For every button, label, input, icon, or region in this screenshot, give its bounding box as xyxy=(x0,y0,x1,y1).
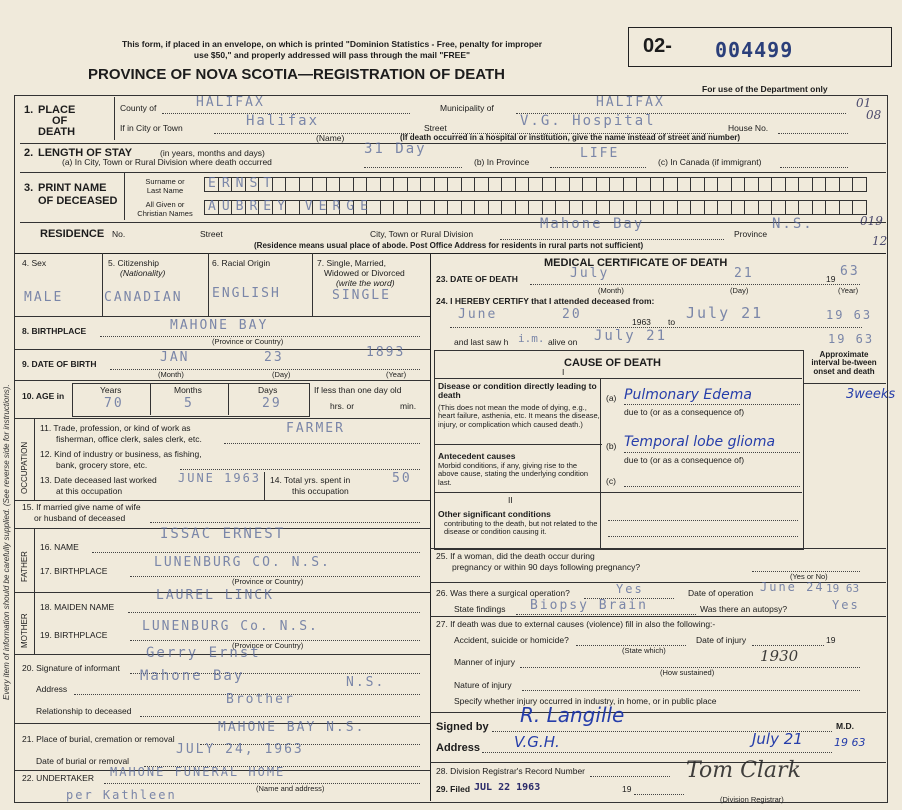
given-label-2: Christian Names xyxy=(137,209,193,218)
city-value[interactable]: Halifax xyxy=(246,113,320,129)
sex-label: 4. Sex xyxy=(22,258,47,268)
mother-birthplace-sublabel: (Province or Country) xyxy=(232,641,304,650)
birthplace-sublabel: (Province or Country) xyxy=(212,337,284,346)
q11-line xyxy=(224,443,420,444)
cause-col-divider xyxy=(600,378,601,548)
surname-grid[interactable] xyxy=(204,177,867,192)
age-hrs-label: hrs. or xyxy=(330,401,355,411)
citizenship-label-2: (Nationality) xyxy=(120,268,166,278)
department-use-label: For use of the Department only xyxy=(702,84,828,94)
stay-units: (in years, months and days) xyxy=(160,148,265,158)
stay-c-line xyxy=(780,167,848,168)
mother-birthplace-value[interactable]: LUNENBURG Co. N.S. xyxy=(142,619,319,634)
occupation-side-label: OCCUPATION xyxy=(20,441,29,494)
dob-year-sublabel: (Year) xyxy=(386,370,407,379)
stay-a-label: (a) In City, Town or Rural Division where death occurred xyxy=(62,157,272,167)
other-line-1 xyxy=(608,520,798,521)
q25-label: 25. If a woman, did the death occur during xyxy=(436,551,595,561)
q26-date-value[interactable]: June 24 xyxy=(760,580,825,594)
sig-address-label: Address xyxy=(436,742,481,754)
place-label-3: DEATH xyxy=(38,126,76,138)
q24-last-saw-value[interactable]: i.m. xyxy=(518,332,545,345)
marital-value[interactable]: SINGLE xyxy=(332,288,391,303)
q24-label: 24. I HEREBY CERTIFY that I attended deceased from: xyxy=(436,296,655,306)
age-sep-2 xyxy=(228,383,229,415)
registrar-sublabel: (Division Registrar) xyxy=(720,795,784,804)
q23-year-sublabel: (Year) xyxy=(838,286,859,295)
q29-label: 29. Filed xyxy=(436,784,471,794)
county-value[interactable]: HALIFAX xyxy=(196,95,265,110)
header-notice-line1: This form, if placed in an envelope, on which is printed "Dominion Statistics - Free, penalty for improper xyxy=(121,39,543,49)
undertaker-value[interactable]: MAHONE FUNERAL HOME xyxy=(110,765,286,779)
filed-line xyxy=(634,794,684,795)
q24-alive-year[interactable]: 19 63 xyxy=(828,332,875,346)
q23-month-value[interactable]: July xyxy=(570,266,610,281)
burial-place-value[interactable]: MAHONE BAY N.S. xyxy=(218,720,366,735)
house-label: House No. xyxy=(728,123,769,133)
informant-relationship-line xyxy=(140,716,420,717)
burial-place-label: 21. Place of burial, cremation or removal xyxy=(22,734,175,744)
father-name-line xyxy=(92,552,420,553)
residence-label: RESIDENCE xyxy=(40,228,105,240)
dob-month-value[interactable]: JAN xyxy=(160,350,190,365)
signed-value[interactable]: R. Langille xyxy=(520,703,625,727)
stay-label: LENGTH OF STAY xyxy=(38,147,133,159)
age-months-value[interactable]: 5 xyxy=(184,396,194,411)
father-birthplace-value[interactable]: LUNENBURG CO. N.S. xyxy=(154,555,331,570)
cause-a-value[interactable]: Pulmonary Edema xyxy=(624,387,752,403)
q14-label-b: this occupation xyxy=(292,486,349,496)
col-sep-4 xyxy=(102,253,103,316)
burial-date-label: Date of burial or removal xyxy=(36,756,130,766)
q13-label: 13. Date deceased last worked xyxy=(40,475,157,485)
father-birthplace-sublabel: (Province or Country) xyxy=(232,577,304,586)
stay-b-value[interactable]: LIFE xyxy=(580,146,620,161)
side-instructions-text: Every item of information should be carefully supplied. (See reverse side for instructions). xyxy=(2,384,11,700)
cause-c-prefix: (c) xyxy=(606,476,616,486)
mother-maiden-label: 18. MAIDEN NAME xyxy=(40,602,115,612)
divider-28 xyxy=(430,762,886,763)
divider-27 xyxy=(430,616,886,617)
col-sep-6 xyxy=(312,253,313,316)
cause-c-line xyxy=(624,486,800,487)
q24-to-date[interactable]: July 21 xyxy=(686,304,764,322)
cause-b-line xyxy=(624,452,800,453)
findings-line xyxy=(516,614,696,615)
given-names-value: AUBREY VERGE xyxy=(208,199,374,214)
informant-sig-label: 20. Signature of informant xyxy=(22,663,120,673)
place-label-2: OF xyxy=(52,115,68,127)
cause-a-prefix: (a) xyxy=(606,393,617,403)
q11-value[interactable]: FARMER xyxy=(286,421,345,436)
dob-day-value[interactable]: 23 xyxy=(264,350,284,365)
q12-line xyxy=(180,469,420,470)
header-notice-line2: use $50," and properly addressed will pass through the mail "FREE" xyxy=(193,50,471,60)
roman-2: II xyxy=(508,495,513,505)
dob-year-value[interactable]: 1893 xyxy=(366,345,406,360)
mother-side-label: MOTHER xyxy=(20,613,29,648)
q28-line xyxy=(590,776,670,777)
q23-year-value[interactable]: 63 xyxy=(840,264,860,279)
interval-line xyxy=(804,383,886,384)
residence-city-value[interactable]: Mahone Bay xyxy=(540,216,645,232)
divider-3 xyxy=(20,172,886,173)
stay-a-line xyxy=(364,167,462,168)
q26-year-value[interactable]: 19 63 xyxy=(826,582,860,595)
q24-from-month[interactable]: June xyxy=(458,307,498,322)
divider-main xyxy=(14,253,886,254)
registration-number-box xyxy=(628,27,892,67)
age-years-label: Years xyxy=(100,385,122,395)
marital-label-3: (write the word) xyxy=(336,278,395,288)
manner-label: Manner of injury xyxy=(454,657,515,667)
marital-label-1: 7. Single, Married, xyxy=(317,258,386,268)
city-name-sublabel: (Name) xyxy=(316,133,345,143)
divider-signed xyxy=(430,712,886,713)
residence-code-1: 019 xyxy=(860,214,883,228)
due-to-1: due to (or as a consequence of) xyxy=(624,407,745,417)
street-label: Street xyxy=(424,123,447,133)
dob-label: 9. DATE OF BIRTH xyxy=(22,359,97,369)
q13-label-b: at this occupation xyxy=(56,486,123,496)
cause-row-3 xyxy=(434,492,802,493)
q24-alive-value[interactable]: July 21 xyxy=(594,328,668,344)
roman-1: I xyxy=(562,367,565,377)
sig-address-line xyxy=(482,752,832,753)
residence-province-label: Province xyxy=(734,229,768,239)
other-line-2 xyxy=(608,536,798,537)
marital-label-2: Widowed or Divorced xyxy=(324,268,405,278)
citizenship-value[interactable]: CANADIAN xyxy=(104,290,183,305)
divider-15 xyxy=(14,500,430,501)
age-lessday-label: If less than one day old xyxy=(314,385,402,395)
nature-label: Nature of injury xyxy=(454,680,512,690)
stay-b-label: (b) In Province xyxy=(474,157,530,167)
registrar-signature[interactable]: Tom Clark xyxy=(686,758,801,783)
sig-year-value[interactable]: 19 63 xyxy=(834,736,866,749)
q26-value[interactable]: Yes xyxy=(616,582,644,596)
q14-divider xyxy=(264,472,265,500)
findings-value[interactable]: Biopsy Brain xyxy=(530,598,648,613)
antecedent-note: Morbid conditions, if any, giving rise to the above cause, stating the underlying condition last. xyxy=(438,461,589,487)
informant-address-value[interactable]: Mahone Bay xyxy=(140,668,245,684)
cause-b-prefix: (b) xyxy=(606,441,617,451)
q24-from-day[interactable]: 20 xyxy=(562,307,582,322)
surname-label-2: Last Name xyxy=(146,186,184,195)
q26-label: 26. Was there a surgical operation? xyxy=(436,588,570,598)
q14-label: 14. Total yrs. spent in xyxy=(270,475,351,485)
stay-c-label: (c) In Canada (if immigrant) xyxy=(658,157,762,167)
father-name-value[interactable]: ISSAC ERNEST xyxy=(160,526,286,542)
occupation-side-divider xyxy=(34,418,35,500)
q12-label: 12. Kind of industry or business, as fishing, xyxy=(40,449,202,459)
injury-year-prefix: 19 xyxy=(826,635,836,645)
department-code-2: 08 xyxy=(866,108,882,122)
house-line xyxy=(778,133,848,134)
due-to-2: due to (or as a consequence of) xyxy=(624,455,745,465)
street-value[interactable]: V.G. Hospital xyxy=(520,113,656,129)
q23-year-prefix: 19 xyxy=(826,274,836,284)
state-which-sublabel: (State which) xyxy=(622,646,666,655)
name-num: 3. xyxy=(24,182,34,194)
nature-line xyxy=(522,690,860,691)
q28-label: 28. Division Registrar's Record Number xyxy=(436,766,586,776)
stay-a-value[interactable]: 31 Day xyxy=(364,141,427,157)
q23-line xyxy=(530,284,860,285)
father-side-divider xyxy=(34,528,35,592)
manner-sublabel: (How sustained) xyxy=(660,668,715,677)
place-note: (If death occurred in a hospital or institution, give the name instead of street and number) xyxy=(400,133,741,142)
injury-date-label: Date of injury xyxy=(696,635,747,645)
given-label-1: All Given or xyxy=(145,200,185,209)
residence-province-value[interactable]: N.S. xyxy=(772,216,814,232)
age-min-label: min. xyxy=(400,401,417,411)
q25-label-b: pregnancy or within 90 days following pregnancy? xyxy=(452,562,641,572)
surname-value: ERNST xyxy=(208,176,278,191)
age-days-value[interactable]: 29 xyxy=(262,396,282,411)
q13-value[interactable]: JUNE 1963 xyxy=(178,471,262,485)
undertaker-label: 22. UNDERTAKER xyxy=(22,773,94,783)
q24-alive-on: alive on xyxy=(548,337,578,347)
residence-no-label: No. xyxy=(112,229,126,239)
age-sep-1 xyxy=(150,383,151,415)
stay-num: 2. xyxy=(24,147,34,159)
father-name-label: 16. NAME xyxy=(40,542,79,552)
age-months-label: Months xyxy=(174,385,202,395)
informant-relationship-value[interactable]: Brother xyxy=(226,692,295,707)
q23-day-value[interactable]: 21 xyxy=(734,266,754,281)
q15-line xyxy=(150,522,420,523)
informant-sig-value[interactable]: Gerry Ernst xyxy=(146,645,261,661)
cause-row-2 xyxy=(434,444,602,445)
antecedent-label: Antecedent causes xyxy=(438,451,516,461)
place-num: 1. xyxy=(24,104,34,116)
residence-street-label: Street xyxy=(200,229,223,239)
q23-month-sublabel: (Month) xyxy=(598,286,624,295)
informant-address-value-2[interactable]: N.S. xyxy=(346,675,386,690)
autopsy-value[interactable]: Yes xyxy=(832,598,860,612)
accident-label: Accident, suicide or homicide? xyxy=(454,635,569,645)
col-sep-5 xyxy=(208,253,209,316)
residence-note: (Residence means usual place of abode. Post Office Address for residents in rural parts not sufficient) xyxy=(254,241,644,250)
disease-note: (This does not mean the mode of dying, e.g., heart failure, asthenia, etc. It means the disease, injury, or complication which caused death.) xyxy=(438,403,600,429)
county-label: County of xyxy=(120,103,157,113)
q27-label: 27. If death was due to external causes (violence) fill in also the following:- xyxy=(436,619,716,629)
interval-header: Approximate interval be-tween onset and death xyxy=(811,350,877,376)
q24-to-year[interactable]: 19 63 xyxy=(826,308,873,322)
mother-maiden-value[interactable]: LAUREL LINCK xyxy=(156,588,274,603)
sex-value[interactable]: MALE xyxy=(24,290,64,305)
q24-to-word: to xyxy=(668,317,676,327)
manner-value[interactable]: 1930 xyxy=(760,647,799,665)
stay-b-line xyxy=(550,167,646,168)
divider-11 xyxy=(14,418,430,419)
burial-date-value[interactable]: JULY 24, 1963 xyxy=(176,742,304,757)
q24-last-saw: and last saw h xyxy=(454,337,509,347)
age-days-label: Days xyxy=(258,385,278,395)
age-years-value[interactable]: 70 xyxy=(104,396,124,411)
name-label-2: OF DECEASED xyxy=(38,195,118,207)
mother-maiden-line xyxy=(128,612,420,613)
department-code-1: 01 xyxy=(856,96,872,110)
father-side-label: FATHER xyxy=(20,551,29,582)
dob-line xyxy=(110,369,420,370)
undertaker-sublabel: (Name and address) xyxy=(256,784,325,793)
signed-label: Signed by xyxy=(436,721,489,733)
cause-row-1 xyxy=(434,378,802,379)
other-note: contributing to the death, but not related to the disease or condition causing it. xyxy=(444,519,598,537)
q11-label: 11. Trade, profession, or kind of work as xyxy=(40,423,191,433)
municipality-label: Municipality of xyxy=(440,103,494,113)
age-label: 10. AGE in xyxy=(22,391,65,401)
q25-sublabel: (Yes or No) xyxy=(790,572,828,581)
q15-label-b: or husband of deceased xyxy=(34,513,126,523)
mother-birthplace-label: 19. BIRTHPLACE xyxy=(40,630,108,640)
cause-title: CAUSE OF DEATH xyxy=(564,357,661,369)
disease-label: Disease or condition directly leading to death xyxy=(438,381,597,401)
divider-2 xyxy=(20,143,886,144)
cause-a-interval[interactable]: 3weeks xyxy=(846,387,896,402)
md-label: M.D. xyxy=(836,721,854,731)
cause-b-value[interactable]: Temporal lobe glioma xyxy=(624,434,776,450)
divider-25 xyxy=(430,548,886,549)
birthplace-value[interactable]: MAHONE BAY xyxy=(170,318,269,333)
residence-city-label: City, Town or Rural Division xyxy=(370,229,474,239)
informant-relationship-label: Relationship to deceased xyxy=(36,706,132,716)
medical-title: MEDICAL CERTIFICATE OF DEATH xyxy=(544,257,728,269)
registration-number: 004499 xyxy=(715,38,794,62)
dob-month-sublabel: (Month) xyxy=(158,370,184,379)
mother-side-divider xyxy=(34,592,35,654)
filed-year-prefix: 19 xyxy=(622,784,632,794)
place-label-1: PLACE xyxy=(38,104,76,116)
q24-from-year: 1963 xyxy=(632,317,651,327)
q23-label: 23. DATE OF DEATH xyxy=(436,274,518,284)
divider-10 xyxy=(14,380,430,381)
city-line xyxy=(214,133,414,134)
sig-date-value[interactable]: July 21 xyxy=(752,730,803,748)
cause-a-line xyxy=(624,404,800,405)
surname-label-1: Surname or xyxy=(145,177,185,186)
injury-date-line xyxy=(752,645,824,646)
municipality-value[interactable]: HALIFAX xyxy=(596,95,665,110)
undertaker-signature[interactable]: per Kathleen xyxy=(66,788,177,802)
residence-city-line xyxy=(500,239,724,240)
autopsy-label: Was there an autopsy? xyxy=(700,604,788,614)
q12-label-b: bank, grocery store, etc. xyxy=(56,460,148,470)
city-label: If in City or Town xyxy=(120,123,183,133)
center-divider xyxy=(430,253,431,801)
divider-residence xyxy=(20,222,886,223)
racial-label: 6. Racial Origin xyxy=(212,258,271,268)
dob-day-sublabel: (Day) xyxy=(272,370,291,379)
q15-label: 15. If married give name of wife xyxy=(22,502,141,512)
q11-label-b: fisherman, office clerk, sales clerk, etc. xyxy=(56,434,202,444)
specify-label: Specify whether injury occurred in industry, in home, or in public place xyxy=(454,696,717,706)
state-findings-label: State findings xyxy=(454,604,506,614)
birthplace-label: 8. BIRTHPLACE xyxy=(22,326,87,336)
name-label-1: PRINT NAME xyxy=(38,182,107,194)
citizenship-label-1: 5. Citizenship xyxy=(108,258,160,268)
place-divider xyxy=(114,97,115,140)
racial-value[interactable]: ENGLISH xyxy=(212,286,281,301)
q14-value[interactable]: 50 xyxy=(392,471,412,486)
other-label: Other significant conditions xyxy=(438,509,551,519)
sig-address-value[interactable]: V.G.H. xyxy=(514,733,560,751)
residence-code-2: 12 xyxy=(872,234,888,248)
filed-stamp: JUL 22 1963 xyxy=(474,782,541,793)
informant-address-label: Address xyxy=(36,684,68,694)
divider-8 xyxy=(14,316,430,317)
q26-date-label: Date of operation xyxy=(688,588,754,598)
form-title: PROVINCE OF NOVA SCOTIA—REGISTRATION OF DEATH xyxy=(88,66,505,83)
name-divider xyxy=(124,172,125,220)
q23-day-sublabel: (Day) xyxy=(730,286,749,295)
father-birthplace-label: 17. BIRTHPLACE xyxy=(40,566,108,576)
registration-prefix: 02- xyxy=(643,35,672,57)
